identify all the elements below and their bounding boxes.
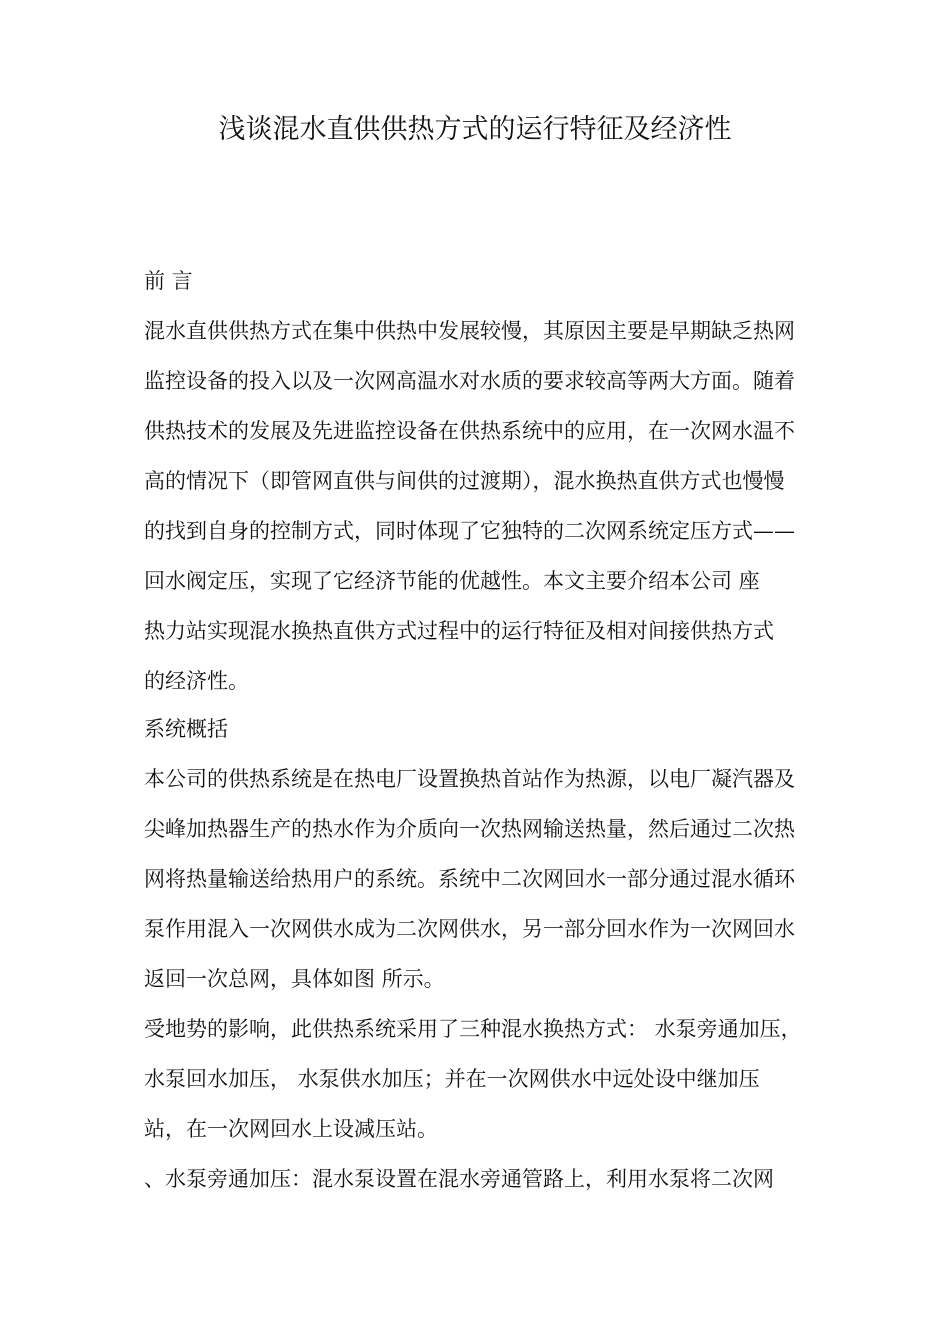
paragraph-line: 的经济性。 [144, 669, 249, 693]
paragraph-line: 混水直供供热方式在集中供热中发展较慢，其原因主要是早期缺乏热网 [144, 319, 795, 343]
paragraph-line: 尖峰加热器生产的热水作为介质向一次热网输送热量，然后通过二次热 [144, 817, 795, 841]
paragraph-line: 网将热量输送给热用户的系统。系统中二次网回水一部分通过混水循环 [144, 867, 795, 891]
heading-preface: 前 言 [144, 269, 193, 293]
paragraph-line: 水泵回水加压， 水泵供水加压；并在一次网供水中远处设中继加压 [144, 1067, 760, 1091]
paragraph-line: 本公司的供热系统是在热电厂设置换热首站作为热源，以电厂凝汽器及 [144, 767, 795, 791]
paragraph-line: 泵作用混入一次网供水成为二次网供水，另一部分回水作为一次网回水 [144, 917, 795, 941]
paragraph-line: 热力站实现混水换热直供方式过程中的运行特征及相对间接供热方式 [144, 619, 774, 643]
paragraph-line: 、水泵旁通加压：混水泵设置在混水旁通管路上，利用水泵将二次网 [144, 1167, 774, 1191]
document-title: 浅谈混水直供供热方式的运行特征及经济性 [218, 114, 732, 145]
paragraph-line: 供热技术的发展及先进监控设备在供热系统中的应用，在一次网水温不 [144, 419, 795, 443]
heading-system-overview: 系统概括 [144, 717, 228, 741]
paragraph-line: 的找到自身的控制方式，同时体现了它独特的二次网系统定压方式—— [144, 519, 795, 543]
paragraph-line: 返回一次总网，具体如图 所示。 [144, 967, 445, 991]
paragraph-line: 回水阀定压，实现了它经济节能的优越性。本文主要介绍本公司 座 [144, 569, 760, 593]
paragraph-line: 监控设备的投入以及一次网高温水对水质的要求较高等两大方面。随着 [144, 369, 795, 393]
paragraph-line: 站，在一次网回水上设减压站。 [144, 1117, 438, 1141]
paragraph-line: 受地势的影响，此供热系统采用了三种混水换热方式： 水泵旁通加压， [144, 1017, 802, 1041]
paragraph-line: 高的情况下（即管网直供与间供的过渡期），混水换热直供方式也慢慢 [144, 469, 785, 493]
